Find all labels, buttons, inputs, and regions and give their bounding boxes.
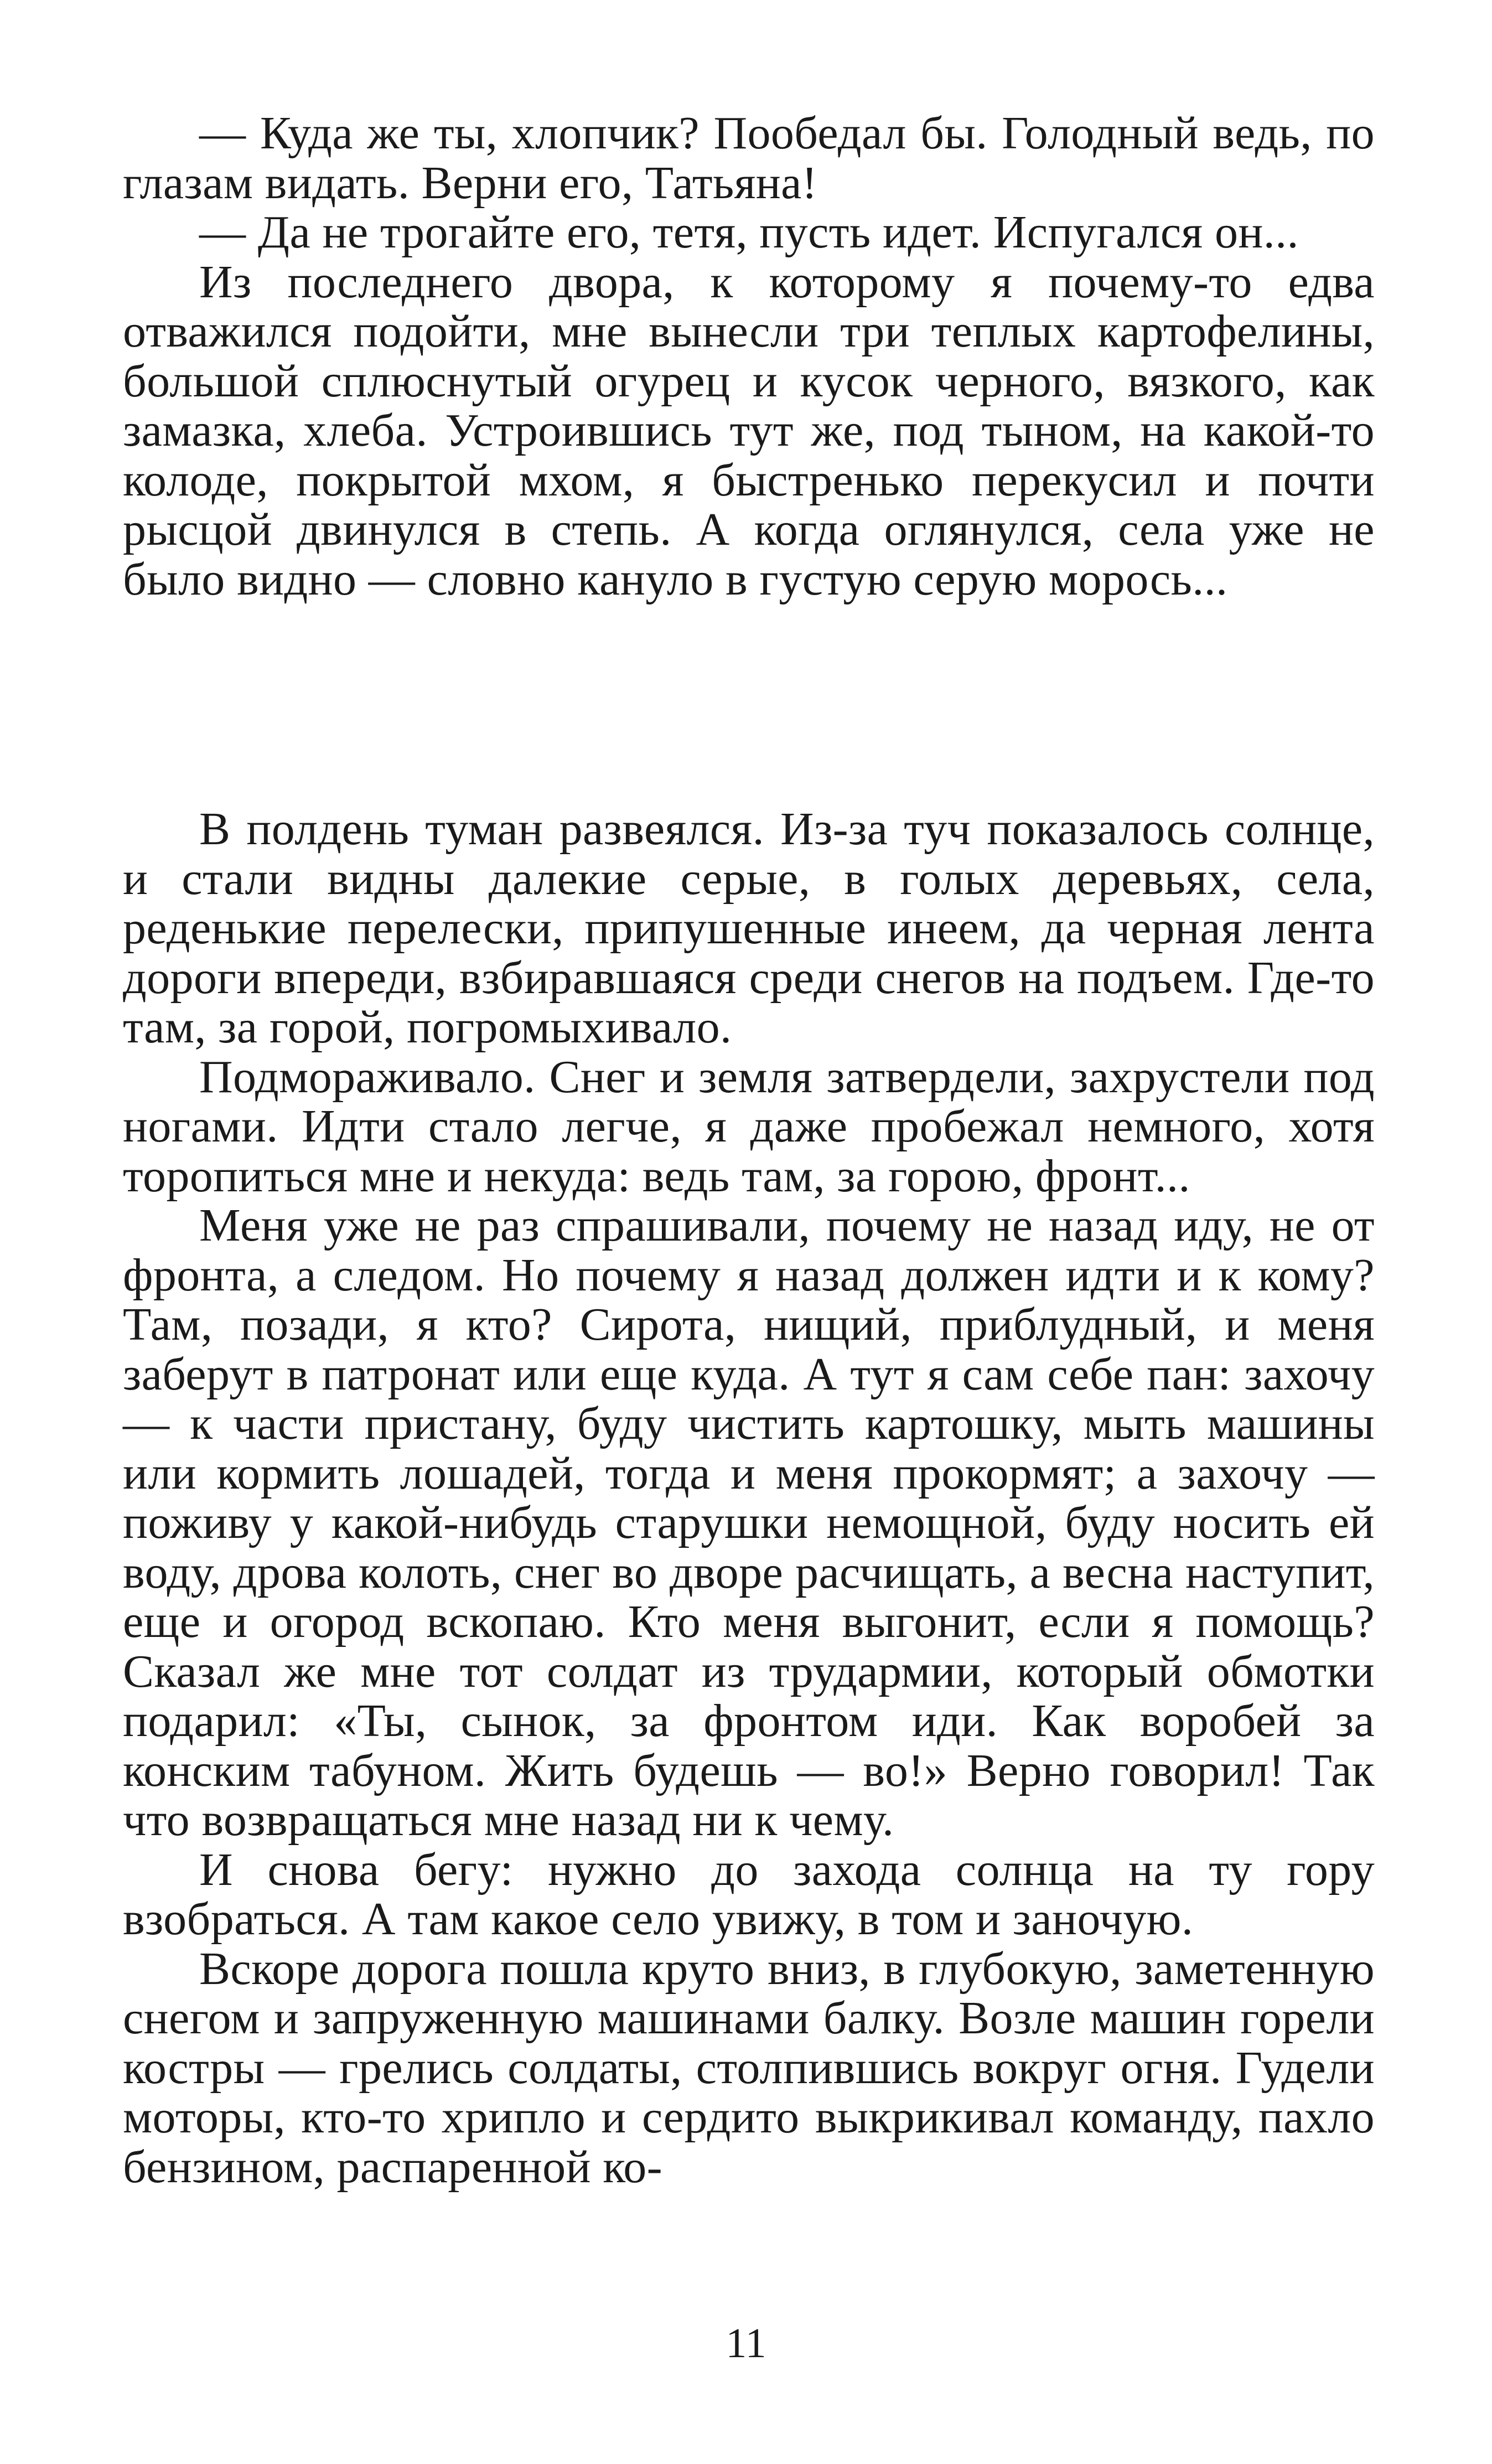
- text-section-2: [123, 804, 1375, 2192]
- page-number: 11: [726, 2320, 766, 2367]
- paragraph: — Да не трогайте его, тетя, пусть идет. Испугался он...: [199, 206, 1299, 258]
- text-section-1: [123, 109, 1375, 604]
- paragraph: Из последнего двора, к которому я почему-то едва отважился подойти, мне вынесли три теплых картофелины, большой сплюснутый огурец и кусок черного, вязкого, как замазка, хлеба. Устроившись тут же, под тыном, на какой-то колоде, покрытой мхом, я быстренько перекусил и почти рысцой двинулся в степь. А когда оглянулся, села уже не было видно — словно кануло в густую серую морось...: [123, 256, 1375, 605]
- paragraph: Меня уже не раз спрашивали, почему не назад иду, не от фронта, а следом. Но почему я назад должен идти и к кому? Там, позади, я кто? Сирота, нищий, приблудный, и меня заберут в патронат или еще куда. А тут я сам себе пан: захочу — к части пристану, буду чистить картошку, мыть машины или кормить лошадей, тогда и меня прокормят; а захочу — поживу у какой-нибудь старушки немощной, буду носить ей воду, дрова колоть, снег во дворе расчищать, а весна наступит, еще и огород вскопаю. Кто меня выгонит, если я помощь? Сказал же мне тот солдат из трудармии, который обмотки подарил: «Ты, сынок, за фронтом иди. Как воробей за конским табуном. Жить будешь — во!» Верно говорил! Так что возвращаться мне назад ни к чему.: [123, 1200, 1375, 1846]
- paragraph: Вскоре дорога пошла круто вниз, в глубокую, заметенную снегом и запруженную машинами балку. Возле машин горели костры — грелись солдаты, столпившись вокруг огня. Гудели моторы, кто-то хрипло и сердито выкрикивал команду, пахло бензином, распаренной ко-: [123, 1943, 1375, 2193]
- paragraph: — Куда же ты, хлопчик? Пообедал бы. Голодный ведь, по глазам видать. Верни его, Татьяна!: [123, 107, 1375, 209]
- paragraph: Подмораживало. Снег и земля затвердели, захрустели под ногами. Идти стало легче, я даже пробежал немного, хотя торопиться мне и некуда: ведь там, за горою, фронт...: [123, 1051, 1375, 1202]
- paragraph: И снова бегу: нужно до захода солнца на ту гору взобраться. А там какое село увижу, в том и заночую.: [123, 1843, 1375, 1945]
- paragraph: В полдень туман развеялся. Из-за туч показалось солнце, и стали видны далекие серые, в голых деревьях, села, реденькие перелески, припушенные инеем, да черная лента дороги впереди, взбиравшаяся среди снегов на подъем. Где-то там, за горой, погромыхивало.: [123, 803, 1375, 1053]
